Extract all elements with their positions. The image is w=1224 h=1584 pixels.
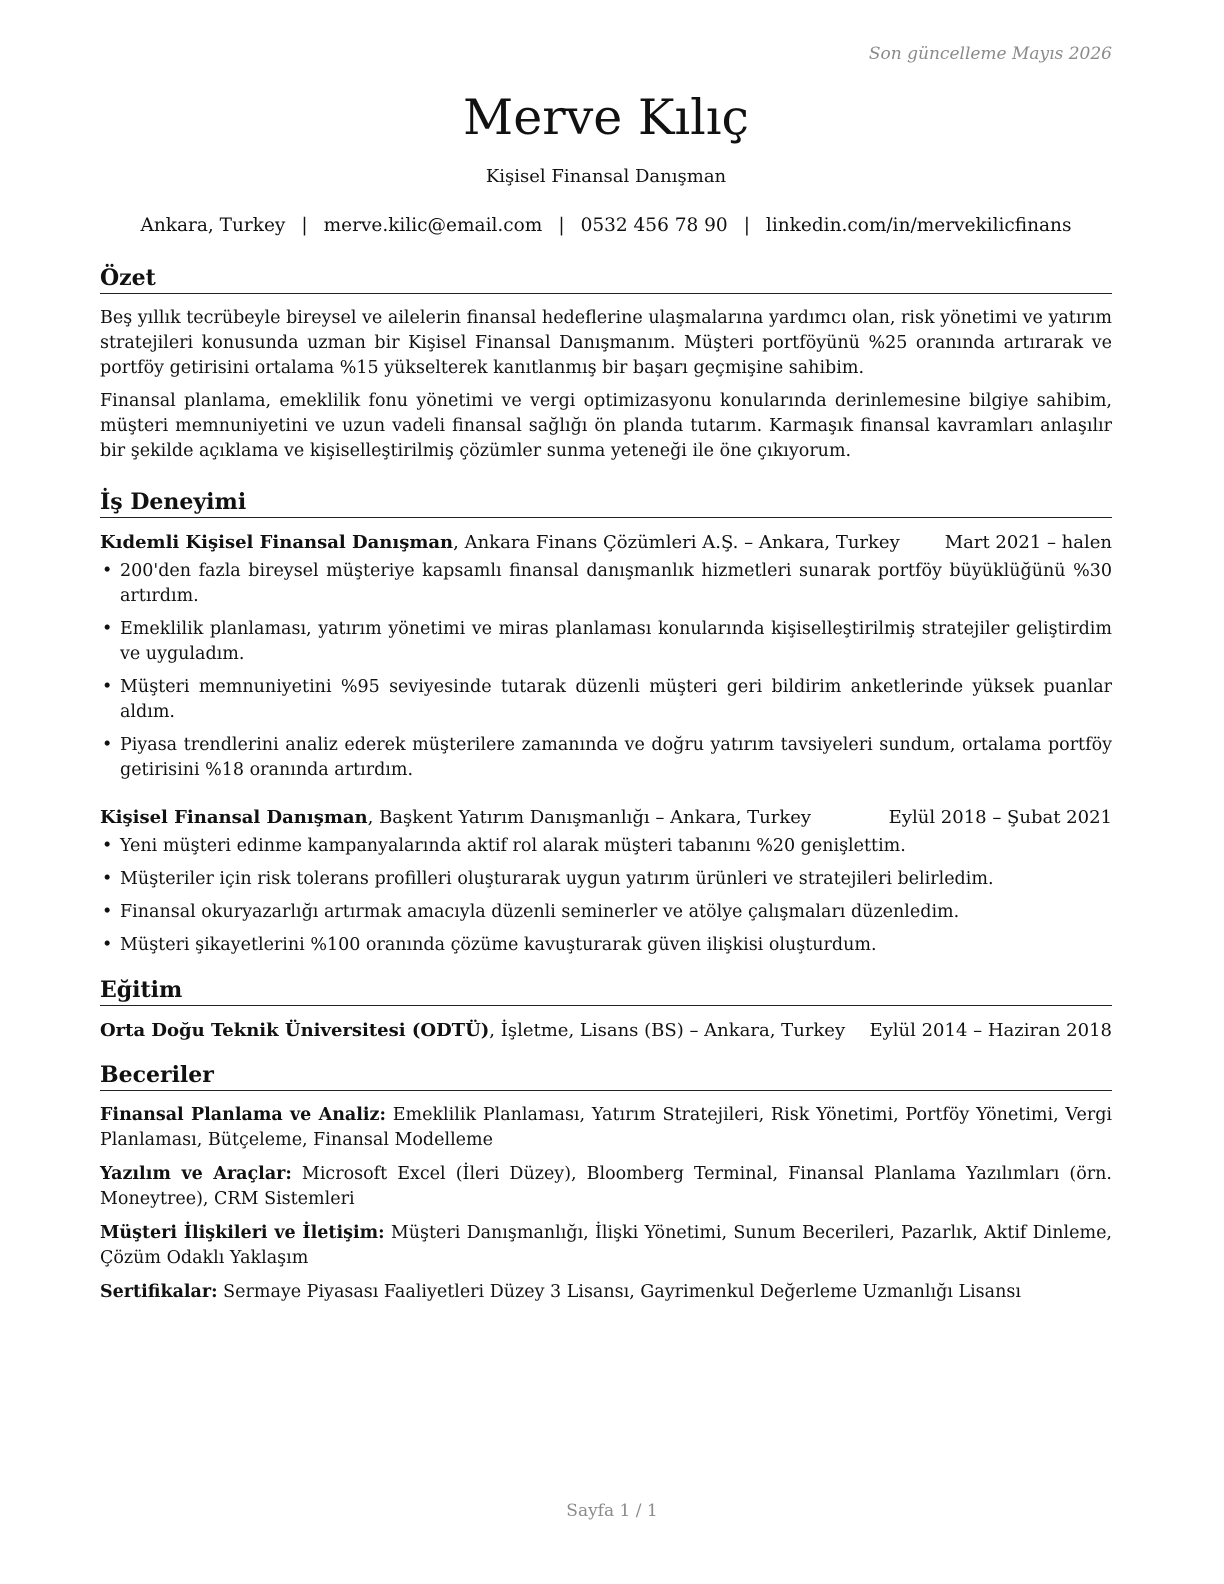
summary-section bbox=[100, 264, 1112, 464]
contact-linkedin[interactable]: linkedin.com/in/mervekilicfinans bbox=[765, 215, 1072, 236]
job-title-line bbox=[100, 805, 811, 830]
contact-line bbox=[100, 215, 1112, 236]
skill-group-label: Yazılım ve Araçlar: bbox=[100, 1164, 292, 1184]
job-role: Kişisel Finansal Danışman bbox=[100, 807, 368, 828]
education-dates: Eylül 2014 – Haziran 2018 bbox=[869, 1020, 1112, 1041]
job-dates: Mart 2021 – halen bbox=[944, 532, 1112, 553]
job-role: Kıdemli Kişisel Finansal Danışman bbox=[100, 532, 454, 553]
list-item: • Emeklilik planlaması, yatırım yönetimi ve miras planlaması konularında kişiselleştirilmiş stratejiler geliştirdim ve uyguladım. bbox=[100, 617, 1112, 667]
job-company: , Başkent Yatırım Danışmanlığı – Ankara, Turkey bbox=[367, 807, 812, 828]
skill-group bbox=[100, 1103, 1112, 1153]
skill-group-text: Sermaye Piyasası Faaliyetleri Düzey 3 Lisansı, Gayrimenkul Değerleme Uzmanlığı Lisansı bbox=[217, 1282, 1021, 1302]
skill-group-text: Müşteri Danışmanlığı, İlişki Yönetimi, Sunum Becerileri, Pazarlık, Aktif Dinleme, Çözüm Odaklı Yaklaşım bbox=[100, 1223, 1112, 1268]
summary-paragraph: Finansal planlama, emeklilik fonu yönetimi ve vergi optimizasyonu konularında derinlemesine bilgiye sahibim, müşteri memnuniyetini ve uzun vadeli finansal sağlığı ön planda tutarım. Karmaşık finansal kavramları anlaşılır bir şekilde açıklama ve kişiselleştirilmiş çözümler sunma yeteneği ile öne çıkıyorum. bbox=[100, 391, 1112, 461]
job-title-line bbox=[100, 530, 900, 555]
skill-group bbox=[100, 1280, 1112, 1305]
skill-group-text: Emeklilik Planlaması, Yatırım Stratejileri, Risk Yönetimi, Portföy Yönetimi, Vergi Planlaması, Bütçeleme, Finansal Modelleme bbox=[100, 1105, 1112, 1150]
contact-separator: | bbox=[301, 215, 308, 236]
list-item: • 200'den fazla bireysel müşteriye kapsamlı finansal danışmanlık hizmetleri sunarak portföy büyüklüğünü %30 artırdım. bbox=[100, 559, 1112, 609]
skill-group-label: Finansal Planlama ve Analiz: bbox=[100, 1105, 386, 1125]
resume-page bbox=[100, 0, 1112, 1305]
experience-section bbox=[100, 488, 1112, 958]
education-title-line bbox=[100, 1018, 845, 1043]
list-item: • Finansal okuryazarlığı artırmak amacıyla düzenli seminerler ve atölye çalışmaları düzenledim. bbox=[100, 900, 1112, 925]
job-header bbox=[100, 805, 1112, 830]
list-item: • Müşteri memnuniyetini %95 seviyesinde tutarak düzenli müşteri geri bildirim anketlerinde yüksek puanlar aldım. bbox=[100, 675, 1112, 725]
skill-group-text: Microsoft Excel (İleri Düzey), Bloomberg Terminal, Finansal Planlama Yazılımları (örn. Moneytree), CRM Sistemleri bbox=[100, 1164, 1112, 1209]
job-bullets bbox=[100, 834, 1112, 958]
education-section bbox=[100, 976, 1112, 1043]
candidate-name: Merve Kılıç bbox=[463, 89, 749, 146]
candidate-title: Kişisel Finansal Danışman bbox=[485, 166, 727, 187]
contact-location: Ankara, Turkey bbox=[140, 215, 286, 236]
education-entry bbox=[100, 1018, 1112, 1043]
list-item: • Piyasa trendlerini analiz ederek müşterilere zamanında ve doğru yatırım tavsiyeleri sundum, ortalama portföy getirisini %18 oranında artırdım. bbox=[100, 733, 1112, 783]
contact-separator: | bbox=[558, 215, 565, 236]
job-company: , Ankara Finans Çözümleri A.Ş. – Ankara, Turkey bbox=[453, 532, 900, 553]
skill-group bbox=[100, 1221, 1112, 1271]
skill-group bbox=[100, 1162, 1112, 1212]
contact-separator: | bbox=[743, 215, 750, 236]
summary-paragraph: Beş yıllık tecrübeyle bireysel ve ailelerin finansal hedeflerine ulaşmalarına yardımcı olan, risk yönetimi ve yatırım stratejileri konusunda uzman bir Kişisel Finansal Danışmanım. Müşteri portföyünü %25 oranında artırarak ve portföy getirisini ortalama %15 yükselterek kanıtlanmış bir başarı geçmişine sahibim. bbox=[100, 308, 1112, 378]
list-item: • Müşteri şikayetlerini %100 oranında çözüme kavuşturarak güven ilişkisi oluşturdum. bbox=[100, 933, 1112, 958]
skills-section bbox=[100, 1061, 1112, 1305]
contact-phone: 0532 456 78 90 bbox=[580, 215, 728, 236]
job-header bbox=[100, 530, 1112, 555]
list-item: • Müşteriler için risk tolerans profilleri oluşturarak uygun yatırım ürünleri ve stratejileri belirledim. bbox=[100, 867, 1112, 892]
skill-group-label: Sertifikalar: bbox=[100, 1282, 218, 1302]
skill-group-label: Müşteri İlişkileri ve İletişim: bbox=[100, 1223, 385, 1243]
contact-email[interactable]: merve.kilic@email.com bbox=[323, 215, 543, 236]
list-item: • Yeni müşteri edinme kampanyalarında aktif rol alarak müşteri tabanını %20 genişlettim. bbox=[100, 834, 1112, 859]
job-bullets bbox=[100, 559, 1112, 783]
section-heading-experience: İş Deneyimi bbox=[100, 488, 1112, 518]
page-number: Sayfa 1 / 1 bbox=[566, 1501, 658, 1521]
education-detail: , İşletme, Lisans (BS) – Ankara, Turkey bbox=[489, 1020, 846, 1041]
section-heading-education: Eğitim bbox=[100, 976, 1112, 1006]
section-heading-summary: Özet bbox=[100, 264, 1112, 294]
last-updated-note: Son güncelleme Mayıs 2026 bbox=[868, 44, 1112, 64]
section-heading-skills: Beceriler bbox=[100, 1061, 1112, 1091]
job-dates: Eylül 2018 – Şubat 2021 bbox=[888, 807, 1112, 828]
education-school: Orta Doğu Teknik Üniversitesi (ODTÜ) bbox=[100, 1020, 490, 1041]
